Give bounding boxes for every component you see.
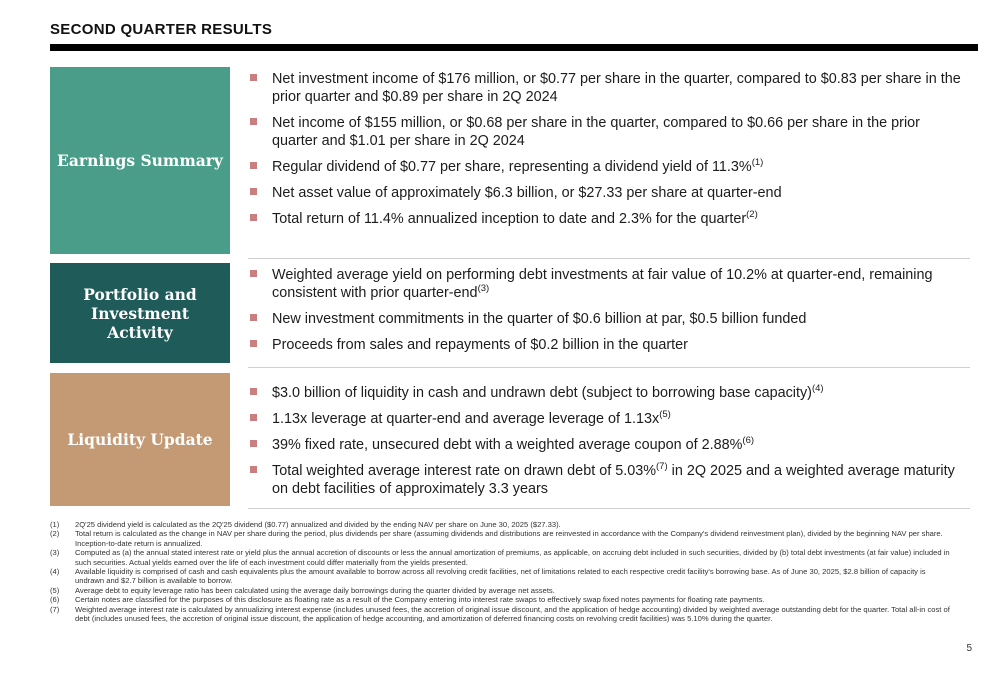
bullet-text: Net income of $155 million, or $0.68 per share in the quarter, compared to $0.66 per share in the prior quarter and $1.01 per share in 2Q 2024: [272, 115, 920, 149]
bullet-text: 1.13x leverage at quarter-end and average leverage of 1.13x: [272, 411, 660, 427]
footnote: [50, 520, 950, 529]
bullet-item: [248, 410, 968, 428]
bullet-item: [248, 462, 968, 498]
bullet-text: New investment commitments in the quarter of $0.6 billion at par, $0.5 billion funded: [272, 311, 807, 327]
bullet-text: Proceeds from sales and repayments of $0.2 billion in the quarter: [272, 337, 688, 353]
bullet-item: [248, 70, 968, 106]
bullet-item: [248, 210, 968, 228]
bullet-item: [248, 184, 968, 202]
section-liquidity: [50, 373, 970, 506]
bullet-square-icon: [250, 314, 257, 321]
section-label-portfolio: Portfolio and Investment Activity: [50, 263, 230, 363]
footnote: [50, 586, 950, 595]
footnote-text: Certain notes are classified for the purposes of this disclosure as floating rate as a result of the Company entering into interest rate swaps to effectively swap fixed notes payments for floating rate payments.: [75, 595, 765, 605]
footnote: [50, 595, 950, 604]
footnote-text: Total return is calculated as the change in NAV per share during the period, plus dividends per share (assuming dividends and distributions are reinvested in accordance with the Company's dividend reinvestment plan), divided by the beginning NAV per share. Inception-to-date return is annualized.: [75, 529, 943, 548]
section-earnings-summary: [50, 67, 970, 254]
bullet-item: [248, 158, 968, 176]
footnote-number: (5): [50, 585, 60, 595]
bullet-square-icon: [250, 162, 257, 169]
footnote-number: (1): [50, 520, 60, 529]
footnote-number: (6): [50, 595, 60, 605]
bullet-square-icon: [250, 340, 257, 347]
bullet-text: 39% fixed rate, unsecured debt with a weighted average coupon of 2.88%: [272, 437, 743, 453]
bullet-square-icon: [250, 388, 257, 395]
bullet-text: Total return of 11.4% annualized inception to date and 2.3% for the quarter: [272, 211, 747, 227]
footnote: [50, 605, 950, 624]
footnote-text: Available liquidity is comprised of cash and cash equivalents plus the amount available to borrow across all revolving credit facilities, net of limitations related to each respective credit facility's borrowing base. As of June 30, 2025, $2.8 billion of capacity is undrawn and $2.7 billion is available to borrow.: [75, 567, 926, 586]
bullet-text: $3.0 billion of liquidity in cash and undrawn debt (subject to borrowing base capacity): [272, 385, 812, 401]
section-label-earnings: Earnings Summary: [50, 67, 230, 254]
page-number: 5: [966, 643, 972, 654]
footnotes: [50, 520, 950, 623]
bullet-item: [248, 310, 968, 328]
title-rule: [50, 44, 978, 51]
bullet-square-icon: [250, 414, 257, 421]
bullet-square-icon: [250, 188, 257, 195]
bullet-list-earnings: [248, 70, 968, 236]
bullet-square-icon: [250, 74, 257, 81]
footnote-ref: (6): [742, 435, 755, 446]
footnote: [50, 529, 950, 548]
footnote-ref: (3): [477, 283, 490, 294]
section-divider: [248, 258, 970, 259]
footnote-ref: (2): [746, 209, 758, 220]
bullet-text: Regular dividend of $0.77 per share, representing a dividend yield of 11.3%: [272, 159, 752, 175]
bullet-list-portfolio: [248, 266, 968, 362]
footnote-ref: (5): [659, 409, 671, 420]
bullet-item: [248, 114, 968, 150]
bullet-item: [248, 384, 968, 402]
bullet-square-icon: [250, 214, 257, 221]
section-portfolio: [50, 263, 970, 363]
footnote-number: (2): [50, 529, 60, 539]
bullet-square-icon: [250, 440, 257, 447]
footnote-text: 2Q'25 dividend yield is calculated as the 2Q'25 dividend ($0.77) annualized and divided by the ending NAV per share on June 30, 2025 ($27.33).: [75, 520, 561, 529]
bullet-text: Net investment income of $176 million, or $0.77 per share in the quarter, compared to $0.83 per share in the prior quarter and $0.89 per share in 2Q 2024: [272, 71, 961, 105]
bullet-item: [248, 436, 968, 454]
bullet-square-icon: [250, 118, 257, 125]
footnote-number: (3): [50, 548, 60, 558]
footnote-text: Weighted average interest rate is calculated by annualizing interest expense (includes unused fees, the accretion of original issue discount, and the application of hedge accounting) divided by weighted average outstanding debt for the quarter. Total all-in cost of debt (includes unused fees, the accretion of original issue discount, the application of hedge accounting, and amortization of deferred financing costs on revolving credit facilities) was 5.10% during the quarter.: [75, 604, 950, 624]
section-label-liquidity: Liquidity Update: [50, 373, 230, 506]
footnote-number: (4): [50, 567, 60, 577]
bullet-text: Weighted average yield on performing debt investments at fair value of 10.2% at quarter-end, remaining consistent with prior quarter-end: [272, 267, 933, 301]
bullet-list-liquidity: [248, 384, 968, 506]
section-divider: [248, 367, 970, 368]
page-title: SECOND QUARTER RESULTS: [50, 21, 273, 38]
footnote: [50, 567, 950, 586]
bullet-text: Net asset value of approximately $6.3 billion, or $27.33 per share at quarter-end: [272, 185, 782, 201]
bullet-text: Total weighted average interest rate on drawn debt of 5.03%: [272, 463, 656, 479]
footnote: [50, 548, 950, 567]
section-divider: [248, 508, 970, 509]
footnote-number: (7): [50, 604, 60, 614]
bullet-item: [248, 336, 968, 354]
bullet-text-tail: in 2Q 2025 and a weighted average maturity on debt facilities of approximately 3.3 years: [272, 463, 955, 497]
footnote-ref: (1): [751, 157, 764, 168]
bullet-item: [248, 266, 968, 302]
footnote-text: Computed as (a) the annual stated interest rate or yield plus the annual accretion of discounts or less the annual amortization of premiums, as applicable, on accruing debt included in such securities, divided by (b) total debt investments (at fair value) included in such securities. Actual yields earned over the life of each investment could differ materially from the yields presented.: [75, 548, 950, 567]
footnote-ref: (7): [656, 461, 668, 472]
footnote-ref: (4): [811, 383, 824, 394]
bullet-square-icon: [250, 466, 257, 473]
footnote-text: Average debt to equity leverage ratio has been calculated using the average daily borrowings during the quarter divided by average net assets.: [75, 585, 555, 595]
bullet-square-icon: [250, 270, 257, 277]
